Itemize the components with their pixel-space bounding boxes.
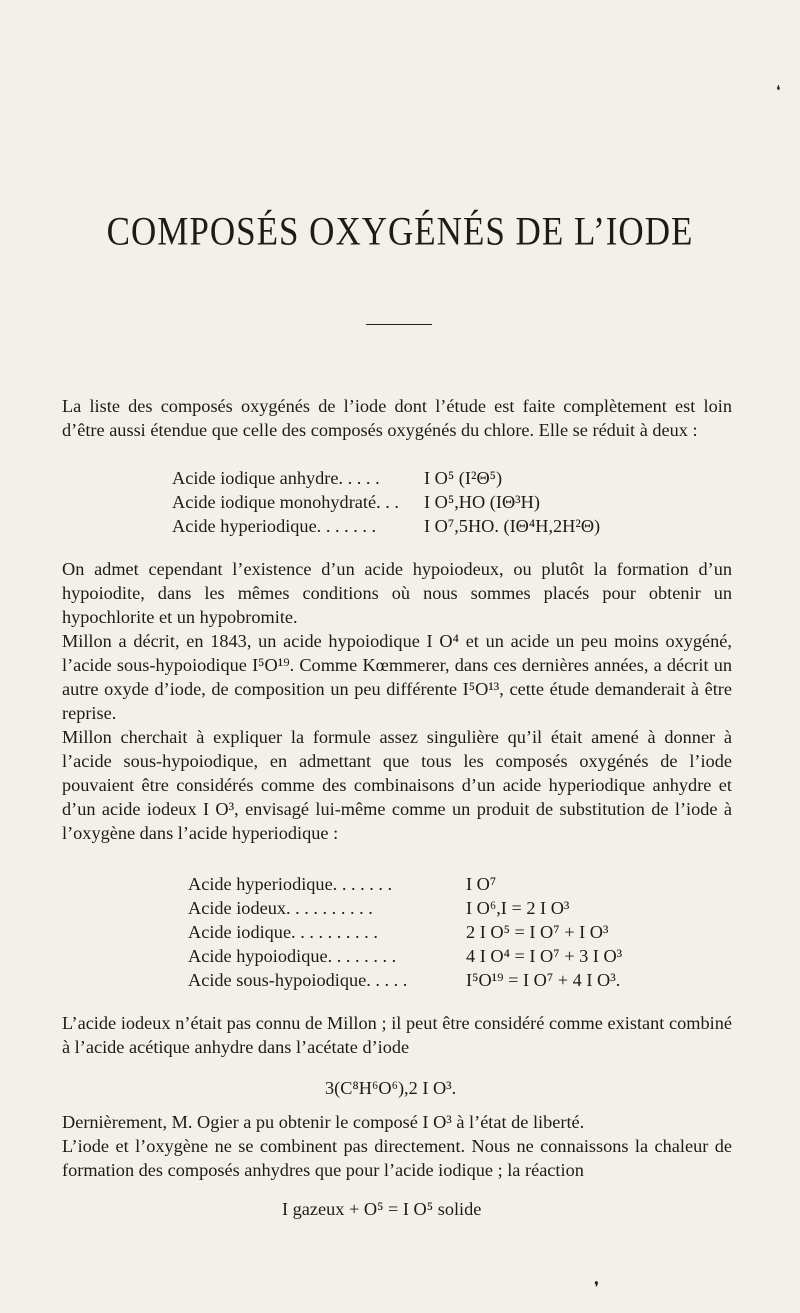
compound-name: Acide iodeux. . . . . . . . . . xyxy=(188,898,373,918)
paragraph-1: La liste des composés oxygénés de l’iode dont l’étude est faite complètement est loin d’être aussi étendue que celle des composés oxygénés du chlore. Elle se réduit à deux : xyxy=(62,396,732,440)
intro-paragraph-block xyxy=(62,394,732,442)
compound-formula: I O⁷ xyxy=(466,874,497,894)
ink-mark: ❜ xyxy=(594,1280,600,1297)
paragraph-2: On admet cependant l’existence d’un acide hypoiodeux, ou plutôt la formation d’un hypoiodite, dans les mêmes conditions où nous sommes placés pour obtenir un hypochlorite et un hypobromite. xyxy=(62,559,732,627)
oxide-table-1 xyxy=(172,466,600,538)
table-row xyxy=(188,872,622,896)
formula-acetate: 3(C⁸H⁶O⁶),2 I O³. xyxy=(325,1078,457,1098)
table-row xyxy=(172,514,600,538)
table-row xyxy=(188,896,622,920)
compound-name: Acide hypoiodique. . . . . . . . xyxy=(188,946,397,966)
compound-name: Acide iodique anhydre. . . . . xyxy=(172,468,380,488)
ink-mark: ❛ xyxy=(776,84,781,99)
oxide-table-2 xyxy=(188,872,622,992)
compound-formula: I O⁷,5HO. (IΘ⁴H,2H²Θ) xyxy=(424,516,601,536)
compound-name: Acide hyperiodique. . . . . . . xyxy=(172,516,377,536)
table-row xyxy=(188,920,622,944)
compound-formula: I O⁵,HO (IΘ³H) xyxy=(424,492,540,512)
paragraph-6: Dernièrement, M. Ogier a pu obtenir le composé I O³ à l’état de liberté. xyxy=(62,1112,585,1132)
compound-formula: 4 I O⁴ = I O⁷ + 3 I O³ xyxy=(466,946,623,966)
table-row xyxy=(172,490,600,514)
compound-name: Acide iodique monohydraté. . . xyxy=(172,492,399,512)
compound-name: Acide hyperiodique. . . . . . . xyxy=(188,874,393,894)
title-rule xyxy=(366,324,432,325)
table-row xyxy=(188,968,622,992)
formula-reaction: I gazeux + O⁵ = I O⁵ solide xyxy=(282,1199,482,1219)
compound-formula: I O⁶,I = 2 I O³ xyxy=(466,898,570,918)
table-row xyxy=(172,466,600,490)
compound-formula: I⁵O¹⁹ = I O⁷ + 4 I O³. xyxy=(466,970,621,990)
compound-name: Acide iodique. . . . . . . . . . xyxy=(188,922,378,942)
table-row xyxy=(188,944,622,968)
compound-formula: 2 I O⁵ = I O⁷ + I O³ xyxy=(466,922,609,942)
paragraph-5: L’acide iodeux n’était pas connu de Millon ; il peut être considéré comme existant combiné à l’acide acétique anhydre dans l’acétate d’iode xyxy=(62,1013,732,1057)
acetate-paragraph-block xyxy=(62,1011,732,1059)
body-paragraph-block xyxy=(62,557,732,845)
paragraph-7: L’iode et l’oxygène ne se combinent pas directement. Nous ne connaissons la chaleur de formation des composés anhydres que pour l’acide iodique ; la réaction xyxy=(62,1136,732,1180)
paragraph-4: Millon cherchait à expliquer la formule assez singulière qu’il était amené à donner à l’acide sous-hypoiodique, en admettant que tous les composés oxygénés de l’iode pouvaient être considérés comme des combinaisons d’un acide hyperiodique anhydre et d’un acide iodeux I O³, envisagé lui-même comme un produit de substitution de l’iode à l’oxygène dans l’acide hyperiodique : xyxy=(62,727,732,843)
paragraph-3: Millon a décrit, en 1843, un acide hypoiodique I O⁴ et un acide un peu moins oxygéné, l’acide sous-hypoiodique I⁵O¹⁹. Comme Kœmmerer, dans ces dernières années, a décrit un autre oxyde d’iode, de composition un peu différente I⁵O¹³, cette étude demanderait à être reprise. xyxy=(62,631,732,723)
page-title: COMPOSÉS OXYGÉNÉS DE L’IODE xyxy=(106,209,694,254)
compound-formula: I O⁵ (I²Θ⁵) xyxy=(424,468,503,488)
compound-name: Acide sous-hypoiodique. . . . . xyxy=(188,970,408,990)
closing-paragraph-block xyxy=(62,1110,732,1182)
